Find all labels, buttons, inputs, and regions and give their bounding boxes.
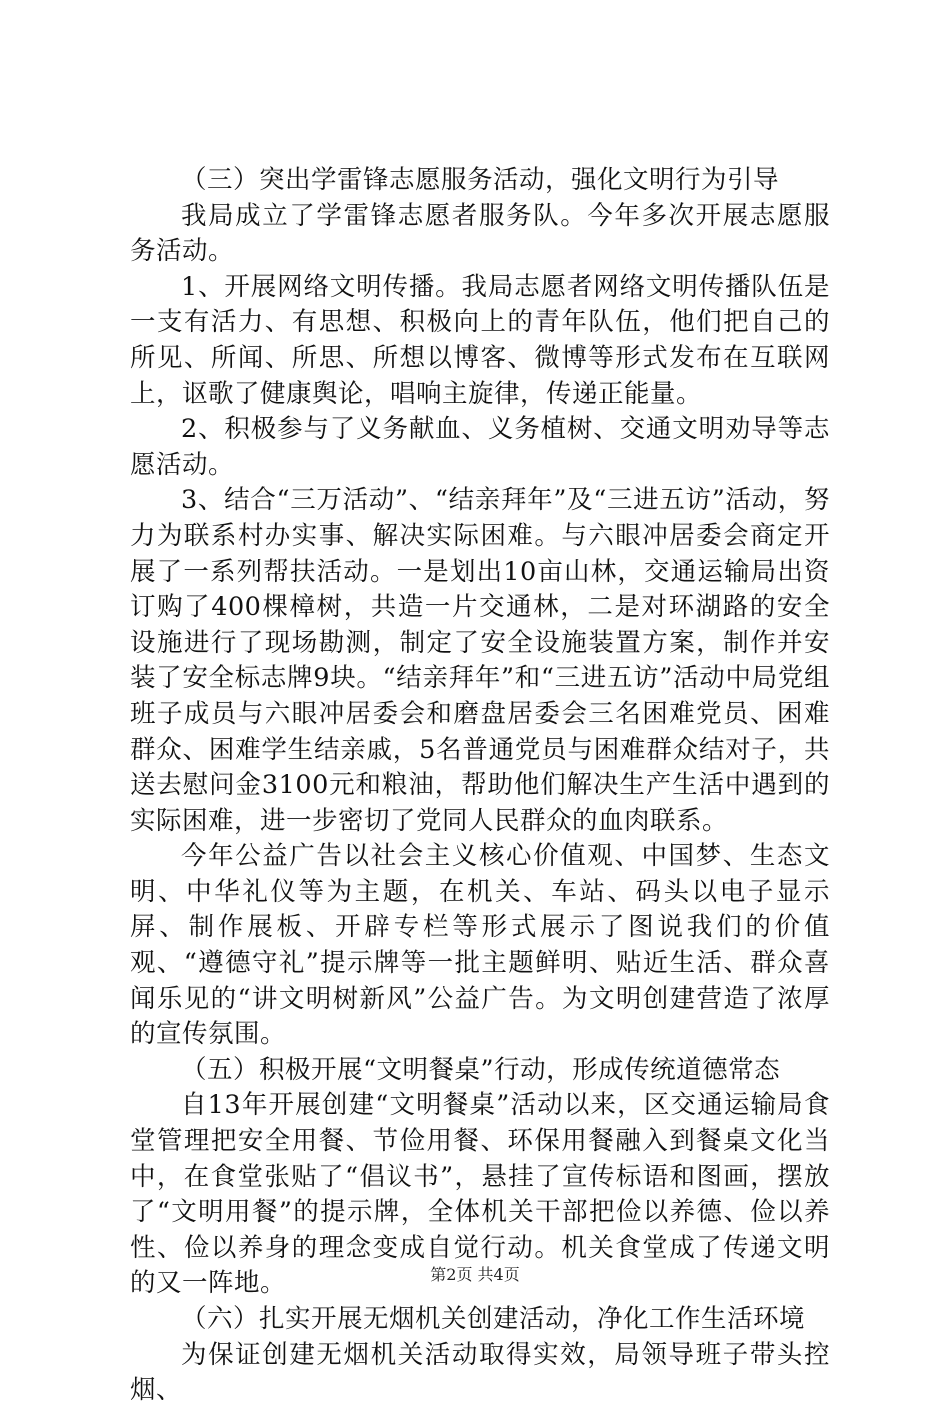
paragraph: 为保证创建无烟机关活动取得实效，局领导班子带头控烟、 [130,1339,830,1406]
paragraph: 3、结合“三万活动”、“结亲拜年”及“三进五访”活动，努力为联系村办实事、解决实际困难。与六眼冲居委会商定开展了一系列帮扶活动。一是划出10亩山林，交通运输局出资订购了400棵樟树，共造一片交通林，二是对环湖路的安全设施进行了现场勘测，制定了安全设施装置方案，制作并安装了安全标志牌9块。“结亲拜年”和“三进五访”活动中局党组班子成员与六眼冲居委会和磨盘居委会三名困难党员、困难群众、困难学生结亲戚，5名普通党员与困难群众结对子，共送去慰问金3100元和粮油，帮助他们解决生产生活中遇到的实际困难，进一步密切了党同人民群众的血肉联系。 [130,485,830,836]
paragraph: 自13年开展创建“文明餐桌”活动以来，区交通运输局食堂管理把安全用餐、节俭用餐、环保用餐融入到餐桌文化当中，在食堂张贴了“倡议书”，悬挂了宣传标语和图画，摆放了“文明用餐”的提示牌，全体机关干部把俭以养德、俭以养性、俭以养身的理念变成自觉行动。机关食堂成了传递文明的又一阵地。 [130,1090,830,1299]
body-text [130,163,830,1409]
paragraph: 2、积极参与了义务献血、义务植树、交通文明劝导等志愿活动。 [130,414,830,480]
section-heading-3: （三）突出学雷锋志愿服务活动，强化文明行为引导 [181,165,780,195]
section-heading-6: （六）扎实开展无烟机关创建活动，净化工作生活环境 [181,1304,806,1334]
section-heading-5: （五）积极开展“文明餐桌”行动，形成传统道德常态 [181,1054,781,1085]
paragraph: 今年公益广告以社会主义核心价值观、中国梦、生态文明、中华礼仪等为主题，在机关、车站、码头以电子显示屏、制作展板、开辟专栏等形式展示了图说我们的价值观、“遵德守礼”提示牌等一批主题鲜明、贴近生活、群众喜闻乐见的“讲文明树新风”公益广告。为文明创建营造了浓厚的宣传氛围。 [130,841,830,1050]
page-footer: 第2页 共4页 [430,1265,520,1284]
paragraph: 我局成立了学雷锋志愿者服务队。今年多次开展志愿服务活动。 [130,200,830,267]
paragraph: 1、开展网络文明传播。我局志愿者网络文明传播队伍是一支有活力、有思想、积极向上的青年队伍，他们把自己的所见、所闻、所思、所想以博客、微博等形式发布在互联网上，讴歌了健康舆论，唱响主旋律，传递正能量。 [130,271,830,409]
